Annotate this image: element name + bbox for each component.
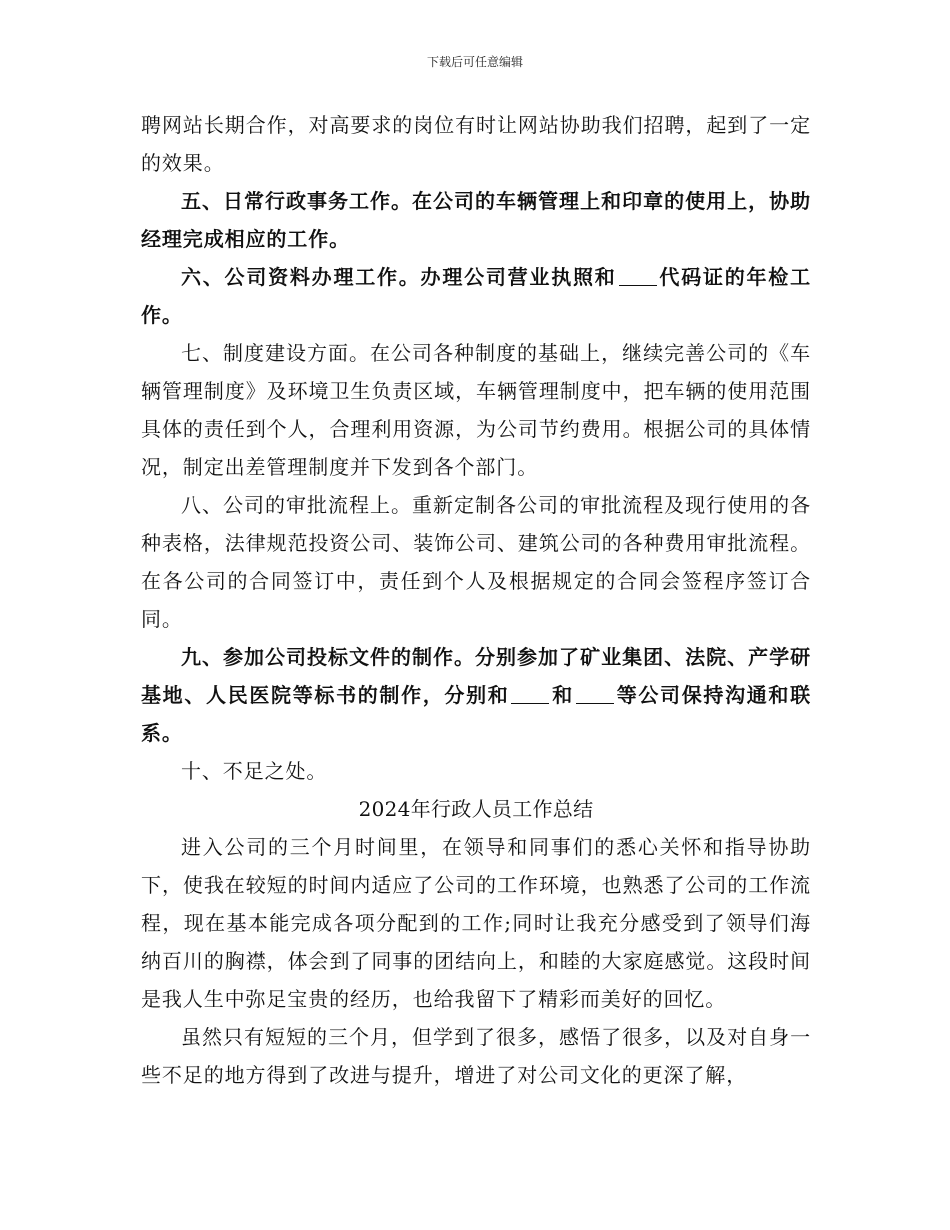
- paragraph-item-8: 八、公司的审批流程上。重新定制各公司的审批流程及现行使用的各种表格，法律规范投资公司、装饰公司、建筑公司的各种费用审批流程。在各公司的合同签订中，责任到个人及根据规定的合同会签程序签订合同。: [141, 493, 811, 631]
- paragraph-item-5: 五、日常行政事务工作。在公司的车辆管理上和印章的使用上，协助经理完成相应的工作。: [141, 189, 811, 251]
- paragraph-item-6-part-2: 代码证的年检工作。: [141, 265, 811, 327]
- page-header-note: 下载后可任意编辑: [426, 55, 523, 69]
- fill-blank: [576, 685, 614, 704]
- paragraph-item-6: [141, 258, 811, 334]
- document-body: [141, 106, 811, 1094]
- paragraph-recruitment-continued: 聘网站长期合作，对高要求的岗位有时让网站协助我们招聘，起到了一定的效果。: [141, 113, 811, 175]
- paragraph-item-10: 十、不足之处。: [181, 759, 328, 783]
- paragraph-item-7: 七、制度建设方面。在公司各种制度的基础上，继续完善公司的《车辆管理制度》及环境卫生负责区域，车辆管理制度中，把车辆的使用范围具体的责任到个人，合理利用资源，为公司节约费用。根据公司的具体情况，制定出差管理制度并下发到各个部门。: [141, 341, 811, 479]
- paragraph-item-9-part-3: 等公司保持沟通和联系。: [141, 683, 811, 745]
- fill-blank: [511, 685, 549, 704]
- paragraph-item-9: [141, 638, 811, 752]
- fill-blank: [619, 267, 657, 286]
- section-title: 2024年行政人员工作总结: [358, 797, 594, 821]
- paragraph-summary-2: 虽然只有短短的三个月，但学到了很多，感悟了很多，以及对自身一些不足的地方得到了改进与提升，增进了对公司文化的更深了解，: [141, 1025, 811, 1087]
- paragraph-item-9-part-2: 和: [551, 683, 574, 707]
- paragraph-summary-1: 进入公司的三个月时间里，在领导和同事们的悉心关怀和指导协助下，使我在较短的时间内适应了公司的工作环境，也熟悉了公司的工作流程，现在基本能完成各项分配到的工作;同时让我充分感受到了领导们海纳百川的胸襟，体会到了同事的团结向上，和睦的大家庭感觉。这段时间是我人生中弥足宝贵的经历，也给我留下了精彩而美好的回忆。: [141, 835, 811, 1011]
- paragraph-item-6-part-1: 六、公司资料办理工作。办理公司营业执照和: [181, 265, 617, 289]
- paragraph-item-9-part-1: 九、参加公司投标文件的制作。分别参加了矿业集团、法院、产学研基地、人民医院等标书的制作，分别和: [141, 645, 811, 707]
